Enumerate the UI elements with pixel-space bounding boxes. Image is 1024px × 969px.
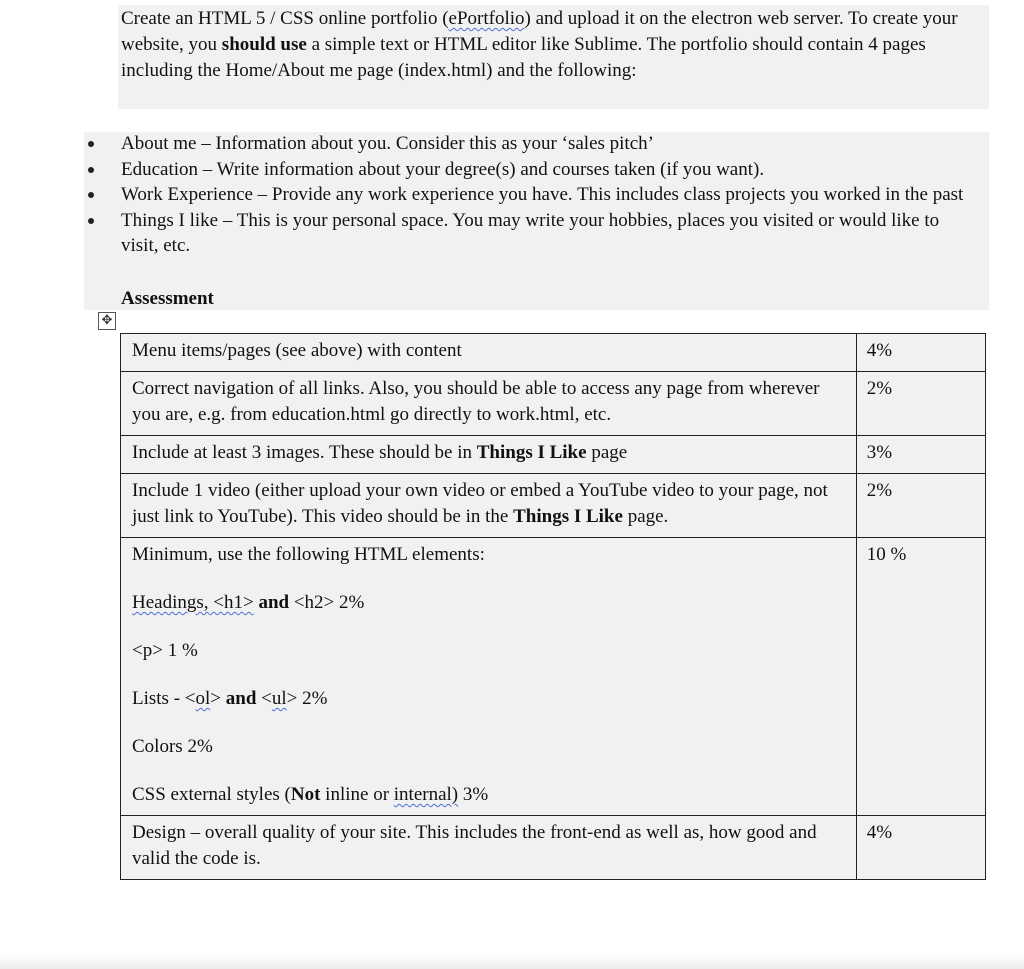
bullet-about-me: About me – Information about you. Consider this as your ‘sales pitch’ bbox=[121, 133, 654, 154]
criteria-text: Include 1 video (either upload your own video or embed a YouTube video to your page, not just link to YouTube). This video should be in the bbox=[132, 480, 828, 527]
things-i-like-bold: Things I Like bbox=[476, 442, 587, 463]
bullet-education: Education – Write information about your degree(s) and courses taken (if you want). bbox=[121, 158, 765, 180]
criteria-cell bbox=[121, 436, 857, 474]
lists-percent: 2% bbox=[297, 688, 328, 709]
headings-percent: 2% bbox=[334, 592, 365, 613]
lists-text: Lists - < bbox=[132, 688, 196, 709]
headings-requirement bbox=[132, 590, 846, 616]
things-i-like-bold: Things I Like bbox=[513, 506, 623, 527]
bullet-icon bbox=[88, 141, 94, 147]
percent-cell: 4% bbox=[856, 334, 985, 372]
and-bold: and bbox=[221, 688, 262, 709]
ol-tag: ol bbox=[195, 688, 211, 709]
bullet-icon bbox=[88, 192, 94, 198]
css-requirement bbox=[132, 782, 846, 808]
pages-bullet-list bbox=[0, 131, 990, 259]
list-item bbox=[0, 182, 990, 208]
criteria-text: page bbox=[586, 442, 628, 463]
css-text: CSS external styles ( bbox=[132, 784, 291, 805]
percent-cell: 4% bbox=[856, 816, 985, 880]
criteria-cell bbox=[121, 474, 857, 538]
list-item bbox=[0, 157, 990, 183]
lists-requirement bbox=[132, 686, 846, 712]
table-row bbox=[121, 474, 986, 538]
p-tag: <p> bbox=[132, 640, 163, 661]
intro-should-use: should use bbox=[221, 34, 307, 55]
headings-word: Headings, bbox=[132, 592, 209, 613]
colors-requirement bbox=[132, 734, 846, 760]
colors-label: Colors bbox=[132, 736, 183, 757]
table-row bbox=[121, 816, 986, 880]
list-item bbox=[0, 208, 990, 259]
lists-text: > bbox=[286, 688, 298, 709]
colors-percent: 2% bbox=[182, 736, 213, 757]
criteria-cell bbox=[121, 538, 857, 816]
html-elements-lead: Minimum, use the following HTML elements: bbox=[132, 544, 485, 565]
css-percent: 3% bbox=[458, 784, 489, 805]
bullet-icon bbox=[88, 167, 94, 173]
ul-tag: ul bbox=[271, 688, 287, 709]
bullet-work-experience: Work Experience – Provide any work experience you have. This includes class projects you worked in the past bbox=[121, 184, 964, 205]
bullet-icon bbox=[88, 218, 94, 224]
p-percent: 1 % bbox=[162, 640, 198, 661]
assessment-table bbox=[120, 333, 986, 880]
intro-paragraph bbox=[121, 6, 986, 84]
percent-cell: 2% bbox=[856, 372, 985, 436]
percent-cell: 2% bbox=[856, 474, 985, 538]
criteria-cell: Menu items/pages (see above) with content bbox=[121, 334, 857, 372]
table-move-handle-icon[interactable]: ✥ bbox=[98, 312, 116, 330]
list-item bbox=[0, 131, 990, 157]
intro-text-3: a simple text or HTML editor like Sublime. The portfolio should contain 4 pages including the Home/About me page (index.html) and the following: bbox=[121, 34, 926, 81]
intro-text-2: ) and upload it on the electron web server. To create your website, you bbox=[121, 8, 958, 55]
percent-cell: 10 % bbox=[856, 538, 985, 816]
h2-tag: <h2> bbox=[293, 592, 335, 613]
intro-text-1: Create an HTML 5 / CSS online portfolio ( bbox=[121, 8, 449, 29]
paragraph-requirement bbox=[132, 638, 846, 664]
internal-word: internal) bbox=[393, 784, 459, 805]
table-row bbox=[121, 334, 986, 372]
not-bold: Not bbox=[290, 784, 321, 805]
criteria-cell: Design – overall quality of your site. This includes the front-end as well as, how good and valid the code is. bbox=[121, 816, 857, 880]
lists-text: > bbox=[210, 688, 221, 709]
criteria-cell: Correct navigation of all links. Also, you should be able to access any page from wherever you are, e.g. from education.html go directly to work.html, etc. bbox=[121, 372, 857, 436]
table-row bbox=[121, 372, 986, 436]
h1-tag: <h1> bbox=[208, 592, 254, 613]
page-bottom-edge bbox=[0, 955, 1024, 969]
lists-text: < bbox=[261, 688, 272, 709]
percent-cell: 3% bbox=[856, 436, 985, 474]
table-row bbox=[121, 436, 986, 474]
and-bold: and bbox=[253, 592, 294, 613]
css-text: inline or bbox=[320, 784, 394, 805]
bullet-things-i-like: Things I like – This is your personal space. You may write your hobbies, places you visited or would like to visit, etc. bbox=[121, 209, 940, 256]
criteria-text: page. bbox=[622, 506, 669, 527]
intro-eportfolio-word: ePortfolio bbox=[448, 8, 525, 29]
table-row bbox=[121, 538, 986, 816]
assessment-heading: Assessment bbox=[121, 288, 214, 309]
criteria-text: Include at least 3 images. These should be in bbox=[132, 442, 477, 463]
